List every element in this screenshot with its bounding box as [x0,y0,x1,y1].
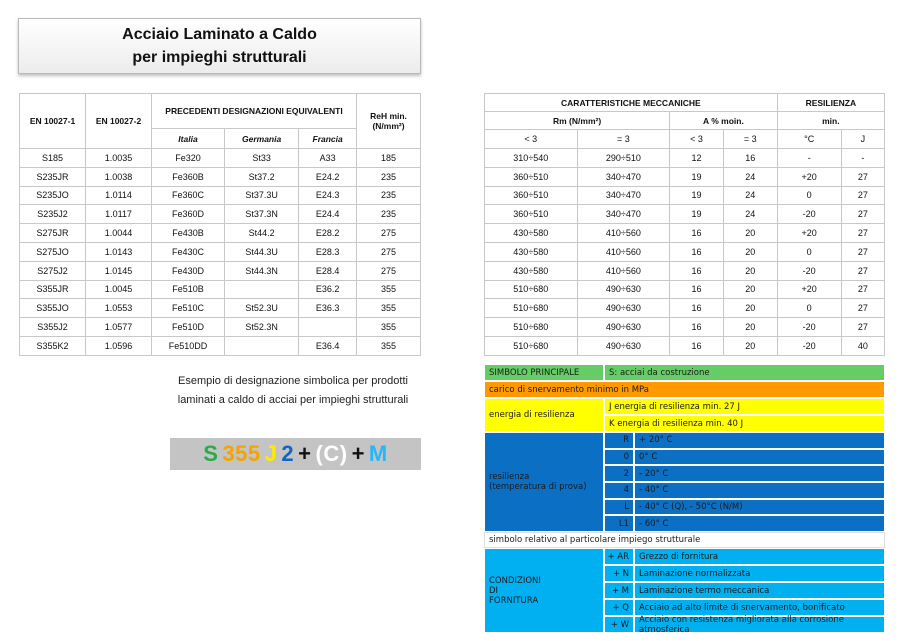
header-a: A % moin. [670,112,778,130]
legend-desc: Laminazione normalizzata [634,565,885,582]
table-row [20,336,421,355]
cell-it: Fe430B [152,224,225,243]
legend-code: + Q [604,599,634,616]
legend-code: 2 [604,465,634,482]
table-row [485,186,885,205]
legend-snervamento: carico di snervamento minimo in MPa [484,381,885,398]
cell-en1: S185 [20,149,86,168]
header-deg: °C [777,130,841,149]
symbol-part: + [298,441,312,466]
cell-a1: 19 [670,205,724,224]
table-row [485,242,885,261]
cell-it: Fe360B [152,167,225,186]
table-row [485,149,885,168]
cell-a1: 12 [670,149,724,168]
header-rm: Rm (N/mm²) [485,112,670,130]
cell-c: -20 [777,318,841,337]
table-row [485,261,885,280]
symbol-part: S [203,441,219,466]
legend-desc: Acciaio con resistenza migliorata alla corrosione atmosferica [634,616,885,633]
cell-a1: 19 [670,186,724,205]
cell-a2: 24 [723,167,777,186]
cell-a2: 20 [723,299,777,318]
cell-de: St33 [224,149,298,168]
legend-desc: - 20° C [634,465,885,482]
cell-reh: 355 [357,318,421,337]
cell-c: 0 [777,242,841,261]
legend-desc: Grezzo di fornitura [634,548,885,565]
cell-it: Fe510D [152,318,225,337]
designations-table [19,93,421,356]
cell-rm1: 510÷680 [485,336,578,355]
cell-j: 27 [841,186,884,205]
cell-a2: 20 [723,336,777,355]
cell-rm1: 510÷680 [485,280,578,299]
legend-desc: - 40° C (Q), - 50°C (N/M) [634,499,885,516]
cell-en1: S235J2 [20,205,86,224]
cell-fr: A33 [299,149,357,168]
cell-it: Fe360D [152,205,225,224]
cell-rm2: 410÷560 [577,261,670,280]
cell-c: -20 [777,336,841,355]
table-row [20,205,421,224]
header-precedenti: PRECEDENTI DESIGNAZIONI EQUIVALENTI [152,94,357,129]
cell-a2: 20 [723,242,777,261]
legend-row-energia [484,398,885,432]
cell-c: -20 [777,261,841,280]
table-row [20,318,421,337]
header-germania: Germania [224,129,298,149]
table-row [485,280,885,299]
legend-resilienza-label: resilienza (temperatura di prova) [484,432,604,532]
cell-c: 0 [777,186,841,205]
cell-rm1: 360÷510 [485,167,578,186]
legend-code: 4 [604,482,634,499]
header-en10027-2: EN 10027-2 [86,94,152,149]
table-row [485,336,885,355]
cell-de: St37.3U [224,186,298,205]
symbol-part: J [264,441,278,466]
cell-de [224,280,298,299]
mechanical-body [485,149,885,356]
legend-code: R [604,432,634,449]
cell-it: Fe510B [152,280,225,299]
legend-condizioni-label: CONDIZIONI DI FORNITURA [484,548,604,633]
legend-energia-j: J energia di resilienza min. 27 J [604,398,885,415]
table-row [20,167,421,186]
legend-code: + N [604,565,634,582]
cell-c: 0 [777,299,841,318]
header-a-lt3: < 3 [670,130,724,149]
cell-rm2: 490÷630 [577,280,670,299]
cell-reh: 235 [357,205,421,224]
cell-rm2: 340÷470 [577,167,670,186]
cell-de [224,336,298,355]
cell-it: Fe360C [152,186,225,205]
cell-a2: 24 [723,205,777,224]
cell-reh: 185 [357,149,421,168]
table-row [20,299,421,318]
legend-simbolo-label: SIMBOLO PRINCIPALE [484,364,604,381]
cell-en1: S275JO [20,242,86,261]
cell-c: - [777,149,841,168]
cell-en1: S235JR [20,167,86,186]
cell-a1: 16 [670,336,724,355]
cell-rm1: 310÷540 [485,149,578,168]
legend-desc: Laminazione termo meccanica [634,582,885,599]
cell-de: St37.3N [224,205,298,224]
cell-reh: 235 [357,167,421,186]
example-line-1: Esempio di designazione simbolica per prodotti [178,375,408,387]
header-mech: CARATTERISTICHE MECCANICHE [485,94,778,112]
cell-reh: 355 [357,280,421,299]
legend-row-simbolo [484,364,885,381]
cell-j: 27 [841,167,884,186]
header-a-eq3: = 3 [723,130,777,149]
cell-j: 27 [841,318,884,337]
cell-rm1: 510÷680 [485,299,578,318]
cell-en2: 1.0044 [86,224,152,243]
cell-fr: E36.3 [299,299,357,318]
legend-simbolo-value: S: acciai da costruzione [604,364,885,381]
legend-code: 0 [604,449,634,466]
cell-en2: 1.0145 [86,261,152,280]
cell-c: +20 [777,167,841,186]
header-resilienza: RESILIENZA [777,94,884,112]
table-row [20,224,421,243]
cell-en2: 1.0117 [86,205,152,224]
cell-rm1: 430÷580 [485,261,578,280]
cell-j: 27 [841,242,884,261]
cell-de: St52.3U [224,299,298,318]
cell-en1: S355K2 [20,336,86,355]
cell-rm1: 360÷510 [485,186,578,205]
legend-row-condizioni [484,548,885,633]
cell-j: 27 [841,205,884,224]
cell-a1: 16 [670,261,724,280]
legend-code: + AR [604,548,634,565]
cell-it: Fe510DD [152,336,225,355]
cell-a2: 16 [723,149,777,168]
header-francia: Francia [299,129,357,149]
cell-a1: 19 [670,167,724,186]
example-line-2: laminati a caldo di acciai per impieghi strutturali [177,394,409,406]
page-title [18,18,421,74]
cell-en2: 1.0553 [86,299,152,318]
cell-en2: 1.0035 [86,149,152,168]
example-caption [168,372,418,410]
header-italia: Italia [152,129,225,149]
legend-row-resilienza [484,432,885,532]
cell-c: +20 [777,224,841,243]
legend-code: + W [604,616,634,633]
cell-a1: 16 [670,280,724,299]
cell-a2: 20 [723,261,777,280]
cell-c: -20 [777,205,841,224]
cell-en1: S275J2 [20,261,86,280]
cell-rm2: 410÷560 [577,242,670,261]
header-min: min. [777,112,884,130]
cell-en2: 1.0038 [86,167,152,186]
cell-j: 27 [841,280,884,299]
cell-reh: 355 [357,299,421,318]
cell-it: Fe430D [152,261,225,280]
cell-fr [299,318,357,337]
cell-de: St44.3U [224,242,298,261]
cell-reh: 275 [357,224,421,243]
cell-fr: E28.4 [299,261,357,280]
cell-a2: 20 [723,224,777,243]
cell-en1: S355JR [20,280,86,299]
cell-rm2: 490÷630 [577,299,670,318]
legend-desc: Acciaio ad alto limite di snervamento, bonificato [634,599,885,616]
table-row [20,149,421,168]
header-reh-line1: ReH min. [370,111,407,121]
legend-impiego: simbolo relativo al particolare impiego strutturale [484,532,885,548]
table-row [485,299,885,318]
cell-en1: S355J2 [20,318,86,337]
legend-desc: - 40° C [634,482,885,499]
cell-j: 40 [841,336,884,355]
legend-energia-k: K energia di resilienza min. 40 J [604,415,885,432]
table-row [485,224,885,243]
table-row [485,167,885,186]
cell-j: - [841,149,884,168]
table-row [485,205,885,224]
cell-en1: S355JO [20,299,86,318]
cell-j: 27 [841,224,884,243]
cell-a1: 16 [670,242,724,261]
cell-j: 27 [841,299,884,318]
cell-rm2: 410÷560 [577,224,670,243]
cell-rm2: 490÷630 [577,336,670,355]
title-line-1: Acciaio Laminato a Caldo [122,26,317,43]
cell-reh: 355 [357,336,421,355]
cell-de: St44.2 [224,224,298,243]
cell-rm2: 490÷630 [577,318,670,337]
header-reh-line2: (N/mm²) [372,121,405,131]
cell-rm2: 290÷510 [577,149,670,168]
symbol-part: (C) [315,441,348,466]
mechanical-table [484,93,885,356]
header-reh [357,94,421,149]
cell-rm1: 510÷680 [485,318,578,337]
cell-fr: E28.2 [299,224,357,243]
cell-fr: E24.3 [299,186,357,205]
cell-rm1: 360÷510 [485,205,578,224]
legend-row-snervamento [484,381,885,398]
cell-a2: 24 [723,186,777,205]
legend-code: L [604,499,634,516]
designations-body [20,149,421,356]
designation-symbol [170,438,421,470]
symbol-part: 355 [222,441,261,466]
cell-en2: 1.0143 [86,242,152,261]
cell-a2: 20 [723,318,777,337]
cell-reh: 275 [357,261,421,280]
cell-fr: E24.2 [299,167,357,186]
cell-fr: E36.2 [299,280,357,299]
cell-fr: E28.3 [299,242,357,261]
legend-code: L1 [604,515,634,532]
header-en10027-1: EN 10027-1 [20,94,86,149]
legend-row-impiego [484,532,885,548]
table-row [20,280,421,299]
table-row [485,318,885,337]
cell-de: St37.2 [224,167,298,186]
cell-rm2: 340÷470 [577,205,670,224]
cell-c: +20 [777,280,841,299]
table-row [20,186,421,205]
header-j: J [841,130,884,149]
cell-de: St44.3N [224,261,298,280]
cell-fr: E24.4 [299,205,357,224]
cell-rm1: 430÷580 [485,224,578,243]
header-rm-eq3: = 3 [577,130,670,149]
legend-desc: - 60° C [634,515,885,532]
cell-j: 27 [841,261,884,280]
legend-code: + M [604,582,634,599]
legend-desc: + 20° C [634,432,885,449]
title-line-2: per impieghi strutturali [132,49,307,66]
cell-it: Fe320 [152,149,225,168]
table-row [20,261,421,280]
cell-it: Fe510C [152,299,225,318]
table-row [20,242,421,261]
symbol-part: M [368,441,388,466]
cell-en1: S275JR [20,224,86,243]
cell-en2: 1.0596 [86,336,152,355]
cell-it: Fe430C [152,242,225,261]
legend-desc: 0° C [634,449,885,466]
legend-energia-label: energia di resilienza [484,398,604,432]
cell-a1: 16 [670,299,724,318]
cell-rm1: 430÷580 [485,242,578,261]
cell-en2: 1.0114 [86,186,152,205]
cell-en2: 1.0045 [86,280,152,299]
cell-a1: 16 [670,318,724,337]
cell-en2: 1.0577 [86,318,152,337]
symbol-part: 2 [281,441,295,466]
cell-fr: E36.4 [299,336,357,355]
cell-rm2: 340÷470 [577,186,670,205]
cell-a2: 20 [723,280,777,299]
cell-de: St52.3N [224,318,298,337]
header-rm-lt3: < 3 [485,130,578,149]
cell-reh: 235 [357,186,421,205]
cell-reh: 275 [357,242,421,261]
cell-a1: 16 [670,224,724,243]
symbol-part: + [351,441,365,466]
cell-en1: S235JO [20,186,86,205]
